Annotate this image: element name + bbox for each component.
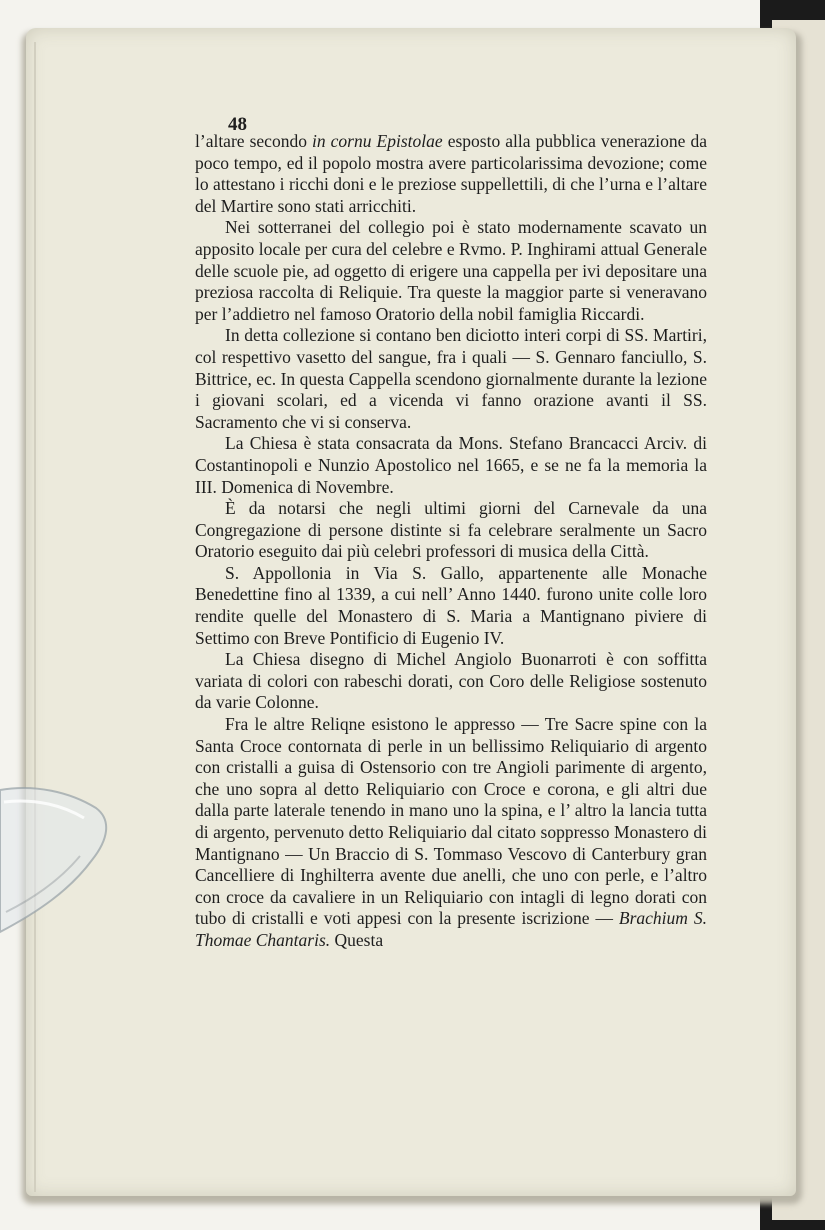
paragraph-text: In detta collezione si contano ben diciotto interi corpi di SS. Martiri, col respettivo vasetto del sangue, fra i quali — S. Gennaro fanciullo, S. Bittrice, ec. In questa Cappella scendono giornalmente durante la lezione i giovani scolari, ed a vicenda vi fanno orazione avanti il SS. Sacramento che vi si conserva. — [195, 325, 707, 432]
paragraph — [195, 563, 707, 649]
paragraph-text: La Chiesa disegno di Michel Angiolo Buonarroti è con soffitta variata di colori con rabeschi dorati, con Coro delle Religiose sostenuto da varie Colonne. — [195, 649, 707, 713]
page-fold-edge — [34, 42, 36, 1192]
paragraph-text: Nei sotterranei del collegio poi è stato modernamente scavato un apposito locale per cura del celebre e Rvmo. P. Inghirami attual Generale delle scuole pie, ad oggetto di erigere una cappella per ivi depositare una preziosa raccolta di Reliquie. Tra queste la maggior parte si veneravano per l’addietro nel famoso Oratorio della nobil famiglia Riccardi. — [195, 217, 707, 324]
paragraph — [195, 217, 707, 325]
paragraph-text: Fra le altre Reliqne esistono le appresso — Tre Sacre spine con la Santa Croce contornata di perle in un bellissimo Reliquiario di argento con cristalli a guisa di Ostensorio con tre Angioli parimente di argento, che uno sopra al detto Reliquiario con Croce e corona, e gli altri due dalla parte laterale tenendo in mano uno la spina, e l’ altro la lancia tutta di argento, pervenuto detto Reliquiario dal citato soppresso Monastero di Mantignano — Un Braccio di S. Tommaso Vescovo di Canterbury gran Cancelliere di Inghilterra avente due anelli, che uno con perle, e l’altro con croce da cavaliere in un Reliquiario con intagli di legno dorati con tubo di cristalli e voti appesi con la presente iscrizione — — [195, 714, 707, 929]
paragraph — [195, 433, 707, 498]
paragraph-text: Questa — [330, 929, 384, 950]
paragraph-text: l’altare secondo — [195, 131, 312, 151]
italic-text: Brachium S. Thomae Chantaris. — [195, 908, 707, 950]
paragraph-text: esposto alla pubblica venerazione da poco tempo, ed il popolo mostra avere particolarissima devozione; come lo attestano i ricchi doni e le preziose suppellettili, di che l’urna e l’altare del Martire sono stati arricchiti. — [195, 131, 707, 216]
paragraph-text: S. Appollonia in Via S. Gallo, appartenente alle Monache Benedettine fino al 1339, a cui nell’ Anno 1440. furono unite colle loro rendite quelle del Monastero di S. Maria a Mantignano piviere di Settimo con Breve Pontificio di Eugenio IV. — [195, 562, 707, 648]
italic-text: in cornu Epistolae — [312, 131, 443, 151]
page-text — [195, 113, 707, 952]
transparent-bookmark-clip — [0, 782, 110, 934]
paragraph-list — [195, 131, 707, 952]
paragraph — [195, 325, 707, 433]
paragraph — [195, 714, 707, 952]
page-number: 48 — [228, 114, 247, 135]
heading-gap — [195, 113, 707, 131]
paragraph — [195, 498, 707, 563]
paragraph-text: È da notarsi che negli ultimi giorni del Carnevale da una Congregazione di persone distinte si fa celebrare seralmente un Sacro Oratorio eseguito dai più celebri professori di musica della Città. — [195, 498, 707, 562]
paragraph — [195, 131, 707, 217]
paragraph — [195, 649, 707, 714]
paragraph-text: La Chiesa è stata consacrata da Mons. Stefano Brancacci Arciv. di Costantinopoli e Nunzio Apostolico nel 1665, e se ne fa la memoria la III. Domenica di Novembre. — [195, 433, 707, 497]
